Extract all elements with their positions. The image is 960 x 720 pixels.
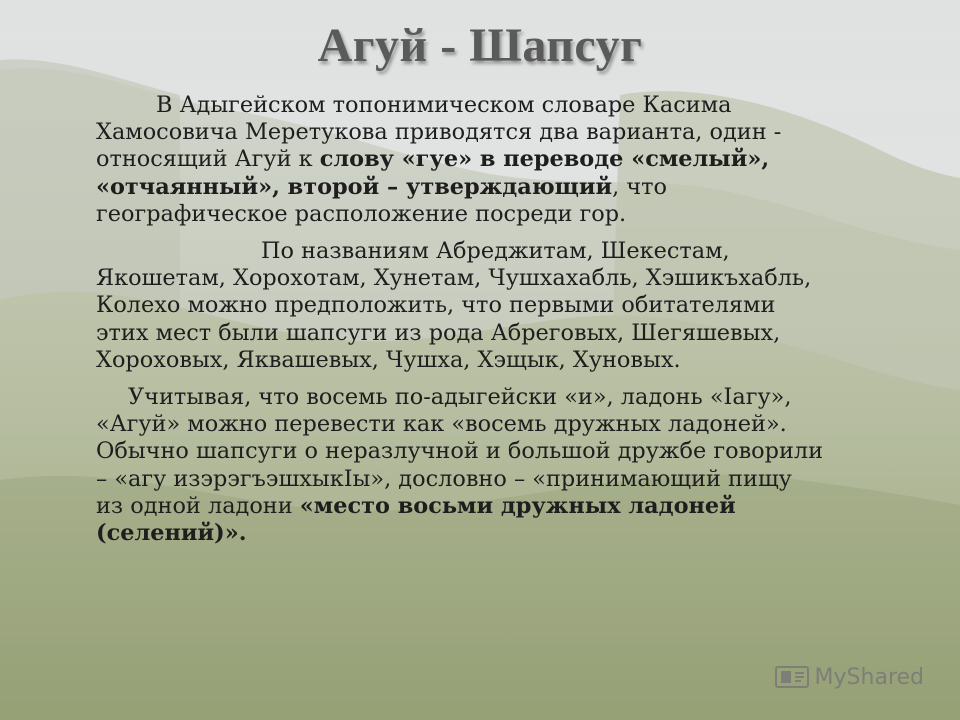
text-run: – «агу изэрэгъэшхыкIы», дословно – «принимающий пищу — [96, 465, 792, 492]
bold-text: (селений)». — [96, 520, 247, 547]
text-run: Обычно шапсуги о неразлучной и большой дружбе говорили — [96, 438, 824, 465]
slide-title: Агуй - Шапсуг — [317, 19, 643, 72]
text-run: Якошетам, Хорохотам, Хунетам, Чушхахабль, Хэшикъхабль, — [96, 265, 812, 292]
bold-text: слову «гуе» в переводе «смелый», — [319, 146, 770, 173]
text-run: Колехо можно предположить, что первыми обитателями — [96, 292, 776, 319]
myshared-watermark — [775, 664, 924, 690]
text-run: Хороховых, Яквашевых, Чушха, Хэщык, Хуновых. — [96, 346, 681, 373]
text-line — [96, 146, 946, 173]
text-line — [96, 119, 946, 146]
text-line — [96, 265, 946, 292]
bold-text: «место восьми дружных ладоней — [299, 492, 736, 519]
text-run: В Адыгейском топонимическом словаре Касима — [156, 92, 732, 118]
text-line — [96, 520, 946, 547]
text-run: географическое расположение посреди гор. — [96, 200, 627, 227]
text-line — [96, 320, 946, 347]
bold-text: «отчаянный», второй – утверждающий — [96, 173, 613, 200]
text-line — [96, 238, 946, 265]
text-run: , что — [612, 173, 668, 200]
paragraph-2 — [96, 238, 946, 374]
text-line — [96, 493, 946, 520]
text-line — [96, 201, 946, 228]
text-line — [96, 466, 946, 493]
text-run: из одной ладони — [96, 492, 300, 519]
text-run: этих мест были шапсуги из рода Абреговых, Шегяшевых, — [96, 319, 781, 346]
paragraph-3 — [96, 384, 946, 547]
text-run: Хамосовича Меретукова приводятся два варианта, один - — [96, 119, 782, 146]
text-run: «Агуй» можно перевести как «восемь дружных ладоней». — [96, 411, 787, 438]
text-run: Учитывая, что восемь по-адыгейски «и», ладонь «Iагу», — [128, 384, 792, 411]
slide-body-text — [96, 92, 946, 547]
text-line — [96, 438, 946, 465]
text-line — [96, 384, 946, 411]
text-run: относящий Агуй к — [96, 146, 320, 173]
paragraph-1 — [96, 92, 946, 228]
myshared-logo-icon — [775, 664, 809, 690]
text-line — [96, 292, 946, 319]
text-line — [96, 92, 946, 119]
text-run: По названиям Абреджитам, Шекестам, — [261, 238, 730, 265]
watermark-text: MyShared — [814, 664, 924, 690]
text-line — [96, 347, 946, 374]
text-line — [96, 174, 946, 201]
text-line — [96, 411, 946, 438]
